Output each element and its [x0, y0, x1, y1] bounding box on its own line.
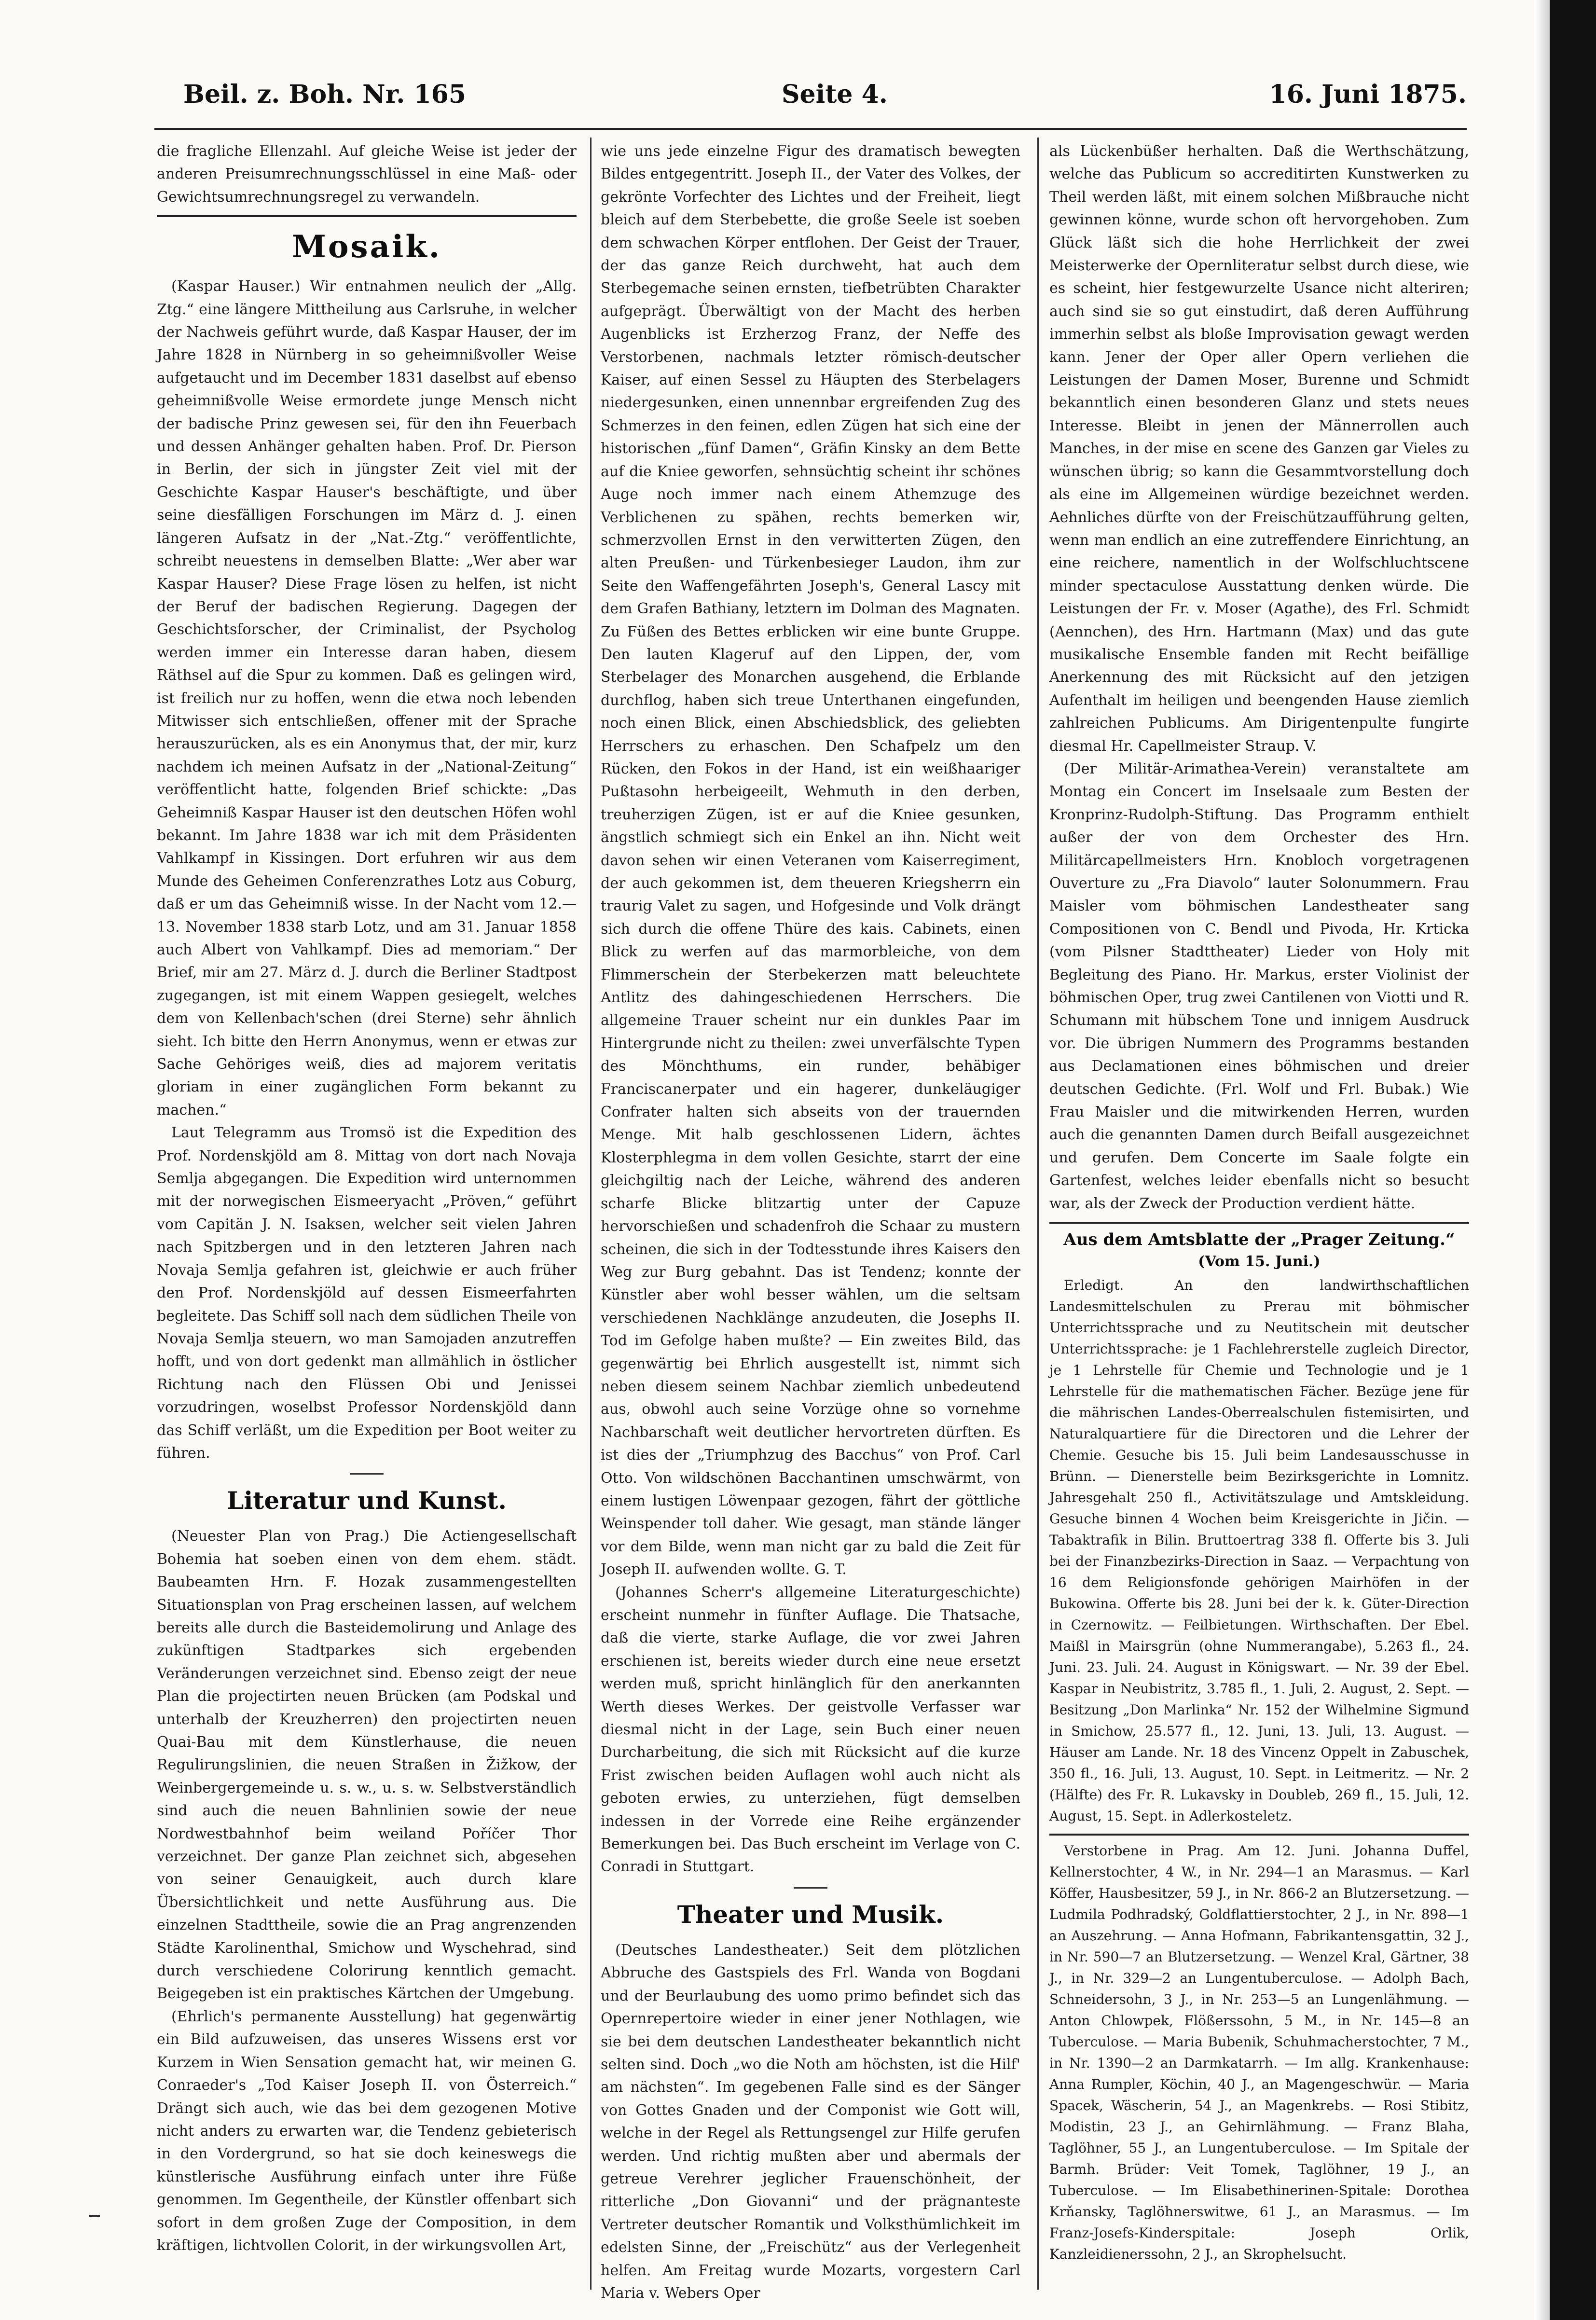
section-rule: [157, 215, 577, 217]
article-joseph-continued: wie uns jede einzelne Figur des dramatisch bewegten Bildes entgegentritt. Joseph II., der Vater des Volkes, der gekrönte Vorfechter des Lichtes und der Freiheit, liegt bleich auf dem Sterbebette, die große Seele ist soeben dem schwachen Körper entflohen. Der Geist der Trauer, der das ganze Reich durchweht, hat auch dem Sterbegemache seinen ernsten, tiefbetrübten Charakter aufgeprägt. Überwältigt von der Macht des herben Augenblicks ist Erzherzog Franz, der Neffe des Verstorbenen, nachmals letzter römisch-deutscher Kaiser, auf einen Sessel zu Häupten des Sterbelagers niedergesunken, einen unnennbar ergreifenden Zug des Schmerzes in den feinen, edlen Zügen hat sich eine der historischen „fünf Damen“, Gräfin Kinsky an dem Bette auf die Kniee geworfen, sehnsüchtig scheint ihr schönes Auge noch immer nach einem Athemzuge des Verblichenen zu spähen, rechts bemerken wir, schmerzvollen Ernst in den verwitterten Zügen, den alten Preußen- und Türkenbesieger Laudon, ihm zur Seite den Waffengefährten Joseph's, General Lascy mit dem Grafen Bathiany, letztern im Dolman des Magnaten. Zu Füßen des Bettes erblicken wir eine bunte Gruppe. Den lauten Klageruf auf den Lippen, der, vom Sterbelager des Monarchen ausgehend, die Erblande durchflog, haben sich treue Unterthanen eingefunden, noch einen Blick, einen Abschiedsblick, des geliebten Herrschers zu erhaschen. Den Schafpelz um den Rücken, den Fokos in der Hand, ist ein weißhaariger Pußtasohn herbeigeeilt, Wehmuth in den derben, treuherzigen Zügen, ist er auf die Kniee gesunken, ängstlich schmiegt sich ein Enkel an ihn. Nicht weit davon sehen wir einen Veteranen vom Kaiserregiment, der auch gekommen ist, dem theueren Kriegsherrn ein traurig Valet zu sagen, und Hofgesinde und Volk drängt sich durch die offene Thüre des kais. Cabinets, einen Blick zu werfen auf das marmorbleiche, von dem Flimmerschein der Sterbekerzen matt beleuchtete Antlitz des dahingeschiedenen Herrschers. Die allgemeine Trauer scheint nur ein dunkles Paar im Hintergrunde nicht zu theilen: zwei unverfälschte Typen des Mönchthums, ein runder, behäbiger Franciscanerpater und ein hagerer, dunkeläugiger Confrater halten sich abseits von der trauernden Menge. Mit halb geschlossenen Lidern, ächtes Klosterphlegma in dem vollen Gesichte, starrt der eine gleichgiltig nach der Leiche, während des anderen scharfe Blicke blitzartig unter der Capuze hervorschießen und schadenfroh die Schaar zu mustern scheinen, die sich in der Todtesstunde ihres Kaisers den Weg zur Burg gebahnt. Das ist Tendenz; konnte der Künstler aber wohl besser wählen, um die seltsam verschiedenen Nachklänge anzudeuten, die Josephs II. Tod im Gefolge haben mußte? — Ein zweites Bild, das gegenwärtig bei Ehrlich ausgestellt ist, nimmt sich neben diesem seinem Nachbar ziemlich unbedeutend aus, obwohl auch seine Vorzüge ohne so vornehme Nachbarschaft weit deutlicher hervortreten dürften. Es ist dies der „Triumphzug des Bacchus“ von Prof. Carl Otto. Von wildschönen Bacchantinen umschwärmt, von einem lustigen Löwenpaar gezogen, fährt der göttliche Weinspender toll daher. Wie gesagt, man stände länger vor dem Bilde, wenn man nicht gar zu bald die Zeit für Joseph II. aufwenden wollte. G. T.: [601, 143, 1020, 1578]
scan-border: [1550, 0, 1596, 2320]
section-title-theater: Theater und Musik.: [677, 1900, 944, 1929]
column-separator: [1037, 138, 1039, 2290]
page-number: Seite 4.: [782, 80, 888, 109]
column-middle: [601, 140, 1020, 2302]
header-rule: [154, 128, 1467, 130]
article-militaer-verein: (Der Militär-Arimathea-Verein) veranstaltete am Montag ein Concert im Inselsaale zum Besten der Kronprinz-Rudolph-Stiftung. Das Programm enthielt außer der von dem Orchester des Hrn. Militärcapellmeisters Hrn. Knobloch vorgetragenen Ouverture zu „Fra Diavolo“ lauter Solonummern. Frau Maisler vom böhmischen Landestheater sang Compositionen von C. Bendl und Pivoda, Hr. Krticka (vom Pilsner Stadttheater) Lieder von Holy mit Begleitung des Piano. Hr. Markus, erster Violinist der böhmischen Oper, trug zwei Cantilenen von Viotti und R. Schumann mit hübschem Tone und innigem Ausdruck vor. Die übrigen Nummern des Programms bestanden aus Declamationen eines böhmischen und dreier deutschen Gedichte. (Frl. Wolf und Frl. Bubak.) Wie Frau Maisler und die mitwirkenden Herren, wurden auch die genannten Damen durch Beifall ausgezeichnet und gerufen. Dem Concerte im Saale folgte ein Gartenfest, welches leider ebenfalls nicht so besucht war, als der Zweck der Production verdient hätte.: [1049, 760, 1469, 1212]
section-divider: [350, 1473, 384, 1475]
article-kaspar-hauser: (Kaspar Hauser.) Wir entnahmen neulich der „Allg. Ztg.“ eine längere Mittheilung aus Carlsruhe, in welcher der Nachweis geführt wurde, daß Kaspar Hauser, der im Jahre 1828 in Nürnberg in so geheimnißvoller Weise aufgetaucht und im December 1831 daselbst auf ebenso geheimnißvolle Weise ermordete junge Mensch nicht der badische Prinz gewesen sei, für den ihn Feuerbach und dessen Anhänger gehalten haben. Prof. Dr. Pierson in Berlin, der sich in jüngster Zeit viel mit der Geschichte Kaspar Hauser's beschäftigte, und über seine diesfälligen Forschungen im März d. J. einen längeren Aufsatz in der „Nat.-Ztg.“ veröffentlichte, schreibt neuestens in demselben Blatte: „Wer aber war Kaspar Hauser? Diese Frage lösen zu helfen, ist nicht der Beruf der badischen Regierung. Dagegen der Geschichtsforscher, der Criminalist, der Psycholog werden immer ein Interesse daran haben, diesem Räthsel auf die Spur zu kommen. Daß es gelingen wird, ist freilich nur zu hoffen, wenn die etwa noch lebenden Mitwisser sich entschließen, offener mit der Sprache herauszurücken, als es ein Anonymus that, der mir, kurz nachdem ich meinen Aufsatz in der „National-Zeitung“ veröffentlicht hatte, folgenden Brief schickte: „Das Geheimniß Kaspar Hauser ist den deutschen Höfen wohl bekannt. Im Jahre 1838 war ich mit dem Präsidenten Vahlkampf in Kissingen. Dort erfuhren wir aus dem Munde des Geheimen Conferenzrathes Lotz aus Coburg, daß er um das Geheimniß wisse. In der Nacht vom 12.—13. November 1838 starb Lotz, und am 31. Januar 1858 auch Albert von Vahlkampf. Dies ad memoriam.“ Der Brief, mir am 27. März d. J. durch die Berliner Stadtpost zugegangen, ist mit einem Wappen gesiegelt, welches dem von Kellenbach'schen (drei Sterne) sehr ähnlich sieht. Ich bitte den Herrn Anonymus, wenn er etwas zur Sache Gehöriges weiß, dies ad majorem veritatis gloriam in einer zugänglichen Form bekannt zu machen.“: [157, 278, 577, 1119]
section-divider: [794, 1887, 827, 1889]
page-header: [183, 80, 1467, 123]
article-verstorbene: Verstorbene in Prag. Am 12. Juni. Johanna Duffel, Kellnerstochter, 4 W., in Nr. 294—1 an Marasmus. — Karl Köffer, Hausbesitzer, 59 J., in Nr. 866-2 an Blutzersetzung. — Ludmila Podhradský, Goldflattierstochter, 2 J., in Nr. 898—1 an Auszehrung. — Anna Hofmann, Fabrikantensgattin, 32 J., in Nr. 590—7 an Blutzersetzung. — Wenzel Kral, Gärtner, 38 J., in Nr. 329—2 an Lungentuberculose. — Adolph Bach, Schneidersohn, 3 J., in Nr. 253—5 an Lungenlähmung. — Anton Chlowpek, Flößerssohn, 5 M., in Nr. 145—8 an Tuberculose. — Maria Bubenik, Schuhmacherstochter, 7 M., in Nr. 1390—2 an Darmkatarrh. — Im allg. Krankenhause: Anna Rumpler, Köchin, 40 J., an Magengeschwür. — Maria Spacek, Wäscherin, 54 J., an Magenkrebs. — Rosi Stibitz, Modistin, 23 J., an Gehirnlähmung. — Franz Blaha, Taglöhner, 55 J., an Lungentuberculose. — Im Spitale der Barmh. Brüder: Veit Tomek, Taglöhner, 19 J., an Tuberculose. — Im Elisabethinerinen-Spitale: Dorothea Krňansky, Taglöhnerswitwe, 61 J., an Marasmus. — Im Franz-Josefs-Kinderspitale: Joseph Orlik, Kanzleidienerssohn, 2 J., an Skrophelsucht.: [1049, 1843, 1469, 2263]
amtsblatt-date: (Vom 15. Juni.): [1198, 1253, 1321, 1270]
section-rule: [1049, 1834, 1469, 1836]
article-plan-prag: (Neuester Plan von Prag.) Die Actiengesellschaft Bohemia hat soeben einen von dem ehem. städt. Baubeamten Hrn. F. Hozak zusammengestellten Situationsplan von Prag erscheinen lassen, auf welchem bereits alle durch die Basteidemolirung und Anlage des zukünftigen Stadtparkes sich ergebenden Veränderungen verzeichnet sind. Ebenso zeigt der neue Plan die projectirten neuen Brücken (am Podskal und unterhalb der Kreuzherren) den projectirten neuen Quai-Bau mit dem Künstlerhause, die neuen Regulirungslinien, die neuen Straßen in Žižkow, der Weinbergergemeinde u. s. w., u. s. w. Selbstverständlich sind auch die neuen Bahnlinien sowie der neue Nordwestbahnhof beim weiland Poříčer Thor verzeichnet. Der ganze Plan zeichnet sich, abgesehen von seiner Genauigkeit, auch durch klare Übersichtlichkeit und nette Ausführung aus. Die einzelnen Stadttheile, sowie die an Prag angrenzenden Städte Karolinenthal, Smichow und Wyschehrad, sind durch verschiedene Colorirung kenntlich gemacht. Beigegeben ist ein praktisches Kärtchen der Umgebung.: [157, 1528, 577, 2002]
section-title-literatur: Literatur und Kunst.: [227, 1486, 507, 1515]
margin-mark: [89, 2215, 100, 2217]
article-opera-continued: als Lückenbüßer herhalten. Daß die Werthschätzung, welche das Publicum so accreditirten Kunstwerken zu Theil werden läßt, mit einem solchen Mißbrauche nicht gewinnen könne, wurde schon oft hervorgehoben. Zum Glück läßt sich die hohe Herrlichkeit der zwei Meisterwerke der Opernliteratur selbst durch diese, wie es scheint, hier festgewurzelte Usance nicht alteriren; auch sind sie so gut einstudirt, daß deren Aufführung immerhin selbst als bloße Improvisation gewagt werden kann. Jener der Oper aller Opern verliehen die Leistungen der Damen Moser, Burenne und Schmidt bekanntlich einen besonderen Glanz und stets neues Interesse. Bleibt in jenen der Männerrollen auch Manches, in der mise en scene des Ganzen gar Vieles zu wünschen übrig; so kann die Gesammtvorstellung doch als eine im Allgemeinen würdige bezeichnet werden. Aehnliches dürfte von der Freischützaufführung gelten, wenn man endlich an eine zutreffendere Einrichtung, an eine reichere, namentlich in der Wolfschluchtscene minder spectaculose Ausstattung denken würde. Die Leistungen der Fr. v. Moser (Agathe), des Frl. Schmidt (Aennchen), des Hrn. Hartmann (Max) und das gute musikalische Ensemble fanden mit Recht beifällige Anerkennung des mit Rücksicht auf den jetzigen Aufenthalt im heiligen und beengenden Hause ziemlich zahlreichen Publicums. Am Dirigentenpulte fungirte diesmal Hr. Capellmeister Straup. V.: [1049, 143, 1469, 755]
section-rule: [1049, 1222, 1469, 1224]
issue-label: Beil. z. Boh. Nr. 165: [183, 80, 467, 109]
section-title-mosaik: Mosaik.: [292, 229, 441, 265]
article-amtsblatt: Erledigt. An den landwirthschaftlichen Landesmittelschulen zu Prerau mit böhmischer Unterrichtssprache und zu Neutitschein mit deutscher Unterrichtssprache: je 1 Fachlehrerstelle zugleich Director, je 1 Lehrstelle für Chemie und Technologie und je 1 Lehrstelle für die mathematischen Fächer. Bezüge jene für die mährischen Landes-Oberrealschulen fistemisirten, und Naturalquartiere für die Directoren und die Lehrer der Chemie. Gesuche bis 15. Juli beim Landesausschusse in Brünn. — Dienerstelle beim Bezirksgerichte in Lomnitz. Jahresgehalt 250 fl., Activitätszulage und Amtskleidung. Gesuche binnen 4 Wochen beim Kreisgerichte in Jičin. — Tabaktrafik in Bilin. Bruttoertrag 338 fl. Offerte bis 3. Juli bei der Finanzbezirks-Direction in Saaz. — Verpachtung von 16 dem Religionsfonde gehörigen Mairhöfen in der Bukowina. Offerte bis 28. Juni bei der k. k. Güter-Direction in Czernowitz. — Feilbietungen. Wirthschaften. Der Ebel. Maißl in Mairsgrün (ohne Nummerangabe), 5.263 fl., 24. Juni. 23. Juli. 24. August in Königswart. — Nr. 39 der Ebel. Kaspar in Neubistritz, 3.785 fl., 1. Juli, 2. August, 2. Sept. — Besitzung „Don Marlinka“ Nr. 152 der Wilhelmine Sigmund in Smichow, 25.577 fl., 12. Juni, 13. Juli, 13. August. — Häuser am Lande. Nr. 18 des Vincenz Oppelt in Zabuschek, 350 fl., 16. Juli, 13. August, 10. Sept. in Leitmeritz. — Nr. 2 (Hälfte) des Fr. R. Lukavsky in Doubleb, 269 fl., 15. Juli, 12. August, 15. Sept. in Adlerkosteletz.: [1049, 1277, 1469, 1824]
continued-paragraph: die fragliche Ellenzahl. Auf gleiche Weise ist jeder der anderen Preisumrechnungsschlüssel in eine Maß- oder Gewichtsumrechnungsregel zu verwandeln.: [157, 143, 577, 206]
section-title-amtsblatt: Aus dem Amtsblatte der „Prager Zeitung.“: [1063, 1230, 1455, 1250]
column-separator: [590, 138, 592, 2290]
column-left: [157, 140, 577, 2287]
issue-date: 16. Juni 1875.: [1269, 80, 1467, 109]
article-scherr: (Johannes Scherr's allgemeine Literaturgeschichte) erscheint nunmehr in fünfter Auflage. Die Thatsache, daß die vierte, starke Auflage, die vor zwei Jahren erschienen ist, bereits wieder durch eine neue ersetzt werden muß, spricht hinlänglich für den anerkannten Werth dieses Werkes. Der geistvolle Verfasser war diesmal nicht in der Lage, sein Buch einer neuen Durcharbeitung, die sich mit Rücksicht auf die kurze Frist zwischen beiden Auflagen wohl auch nicht als geboten erwies, zu unterziehen, fügt demselben indessen in der Vorrede eine Reihe ergänzender Bemerkungen bei. Das Buch erscheint im Verlage von C. Conradi in Stuttgart.: [601, 1584, 1020, 1876]
article-landestheater: (Deutsches Landestheater.) Seit dem plötzlichen Abbruche des Gastspiels des Frl. Wanda von Bogdani und der Beurlaubung des uomo primo befindet sich das Opernrepertoire wieder in einer jener Nothlagen, wie sie bei dem deutschen Landestheater bekanntlich nicht selten sind. Doch „wo die Noth am höchsten, ist die Hilf' am nächsten“. Im gegebenen Falle sind es der Sänger von Gottes Gnaden und der Componist wie Gott will, welche in der Regel als Rettungsengel zur Hilfe gerufen werden. Und richtig mußten aber und abermals der getreue Verehrer jeglicher Frauenschönheit, der ritterliche „Don Giovanni“ und der prägnanteste Vertreter deutscher Romantik und Volksthümlichkeit im edelsten Sinne, der „Freischütz“ aus der Verlegenheit helfen. Am Freitag wurde Mozarts, vorgestern Carl Maria v. Webers Oper: [601, 1941, 1020, 2302]
column-right: [1049, 140, 1469, 2287]
article-nordenskjold: Laut Telegramm aus Tromsö ist die Expedition des Prof. Nordenskjöld am 8. Mittag von dort nach Novaja Semlja abgegangen. Die Expedition wird unternommen mit der norwegischen Eismeeryacht „Pröven,“ geführt vom Capitän J. N. Isaksen, welcher seit vielen Jahren nach Spitzbergen und in den letzteren Jahren nach Novaja Semlja gefahren ist, gleichwie er auch früher den Prof. Nordenskjöld auf dessen Eismeerfahrten begleitete. Das Schiff soll nach dem südlichen Theile von Novaja Semlja steuern, wo man Samojaden anzutreffen hofft, und von dort gedenkt man allmählich in östlicher Richtung nach den Flüssen Obi und Jenissei vorzudringen, woselbst Professor Nordenskjöld dann das Schiff verläßt, um die Expedition per Boot weiter zu führen.: [157, 1124, 577, 1462]
scan-shadow: [1535, 0, 1550, 2320]
article-ehrlich: (Ehrlich's permanente Ausstellung) hat gegenwärtig ein Bild aufzuweisen, das unseres Wissens erst vor Kurzem in Wien Sensation gemacht hat, wir meinen G. Conraeder's „Tod Kaiser Joseph II. von Österreich.“ Drängt sich auch, wie das bei dem gezogenen Motive nicht anders zu erwarten war, die Tendenz gebieterisch in den Vordergrund, so hat sie doch keineswegs die künstlerische Ausführung einfach unter ihre Füße genommen. Im Gegentheile, der Künstler offenbart sich sofort in dem großen Zuge der Composition, in dem kräftigen, lichtvollen Colorit, in der wirkungsvollen Art,: [157, 2008, 577, 2254]
